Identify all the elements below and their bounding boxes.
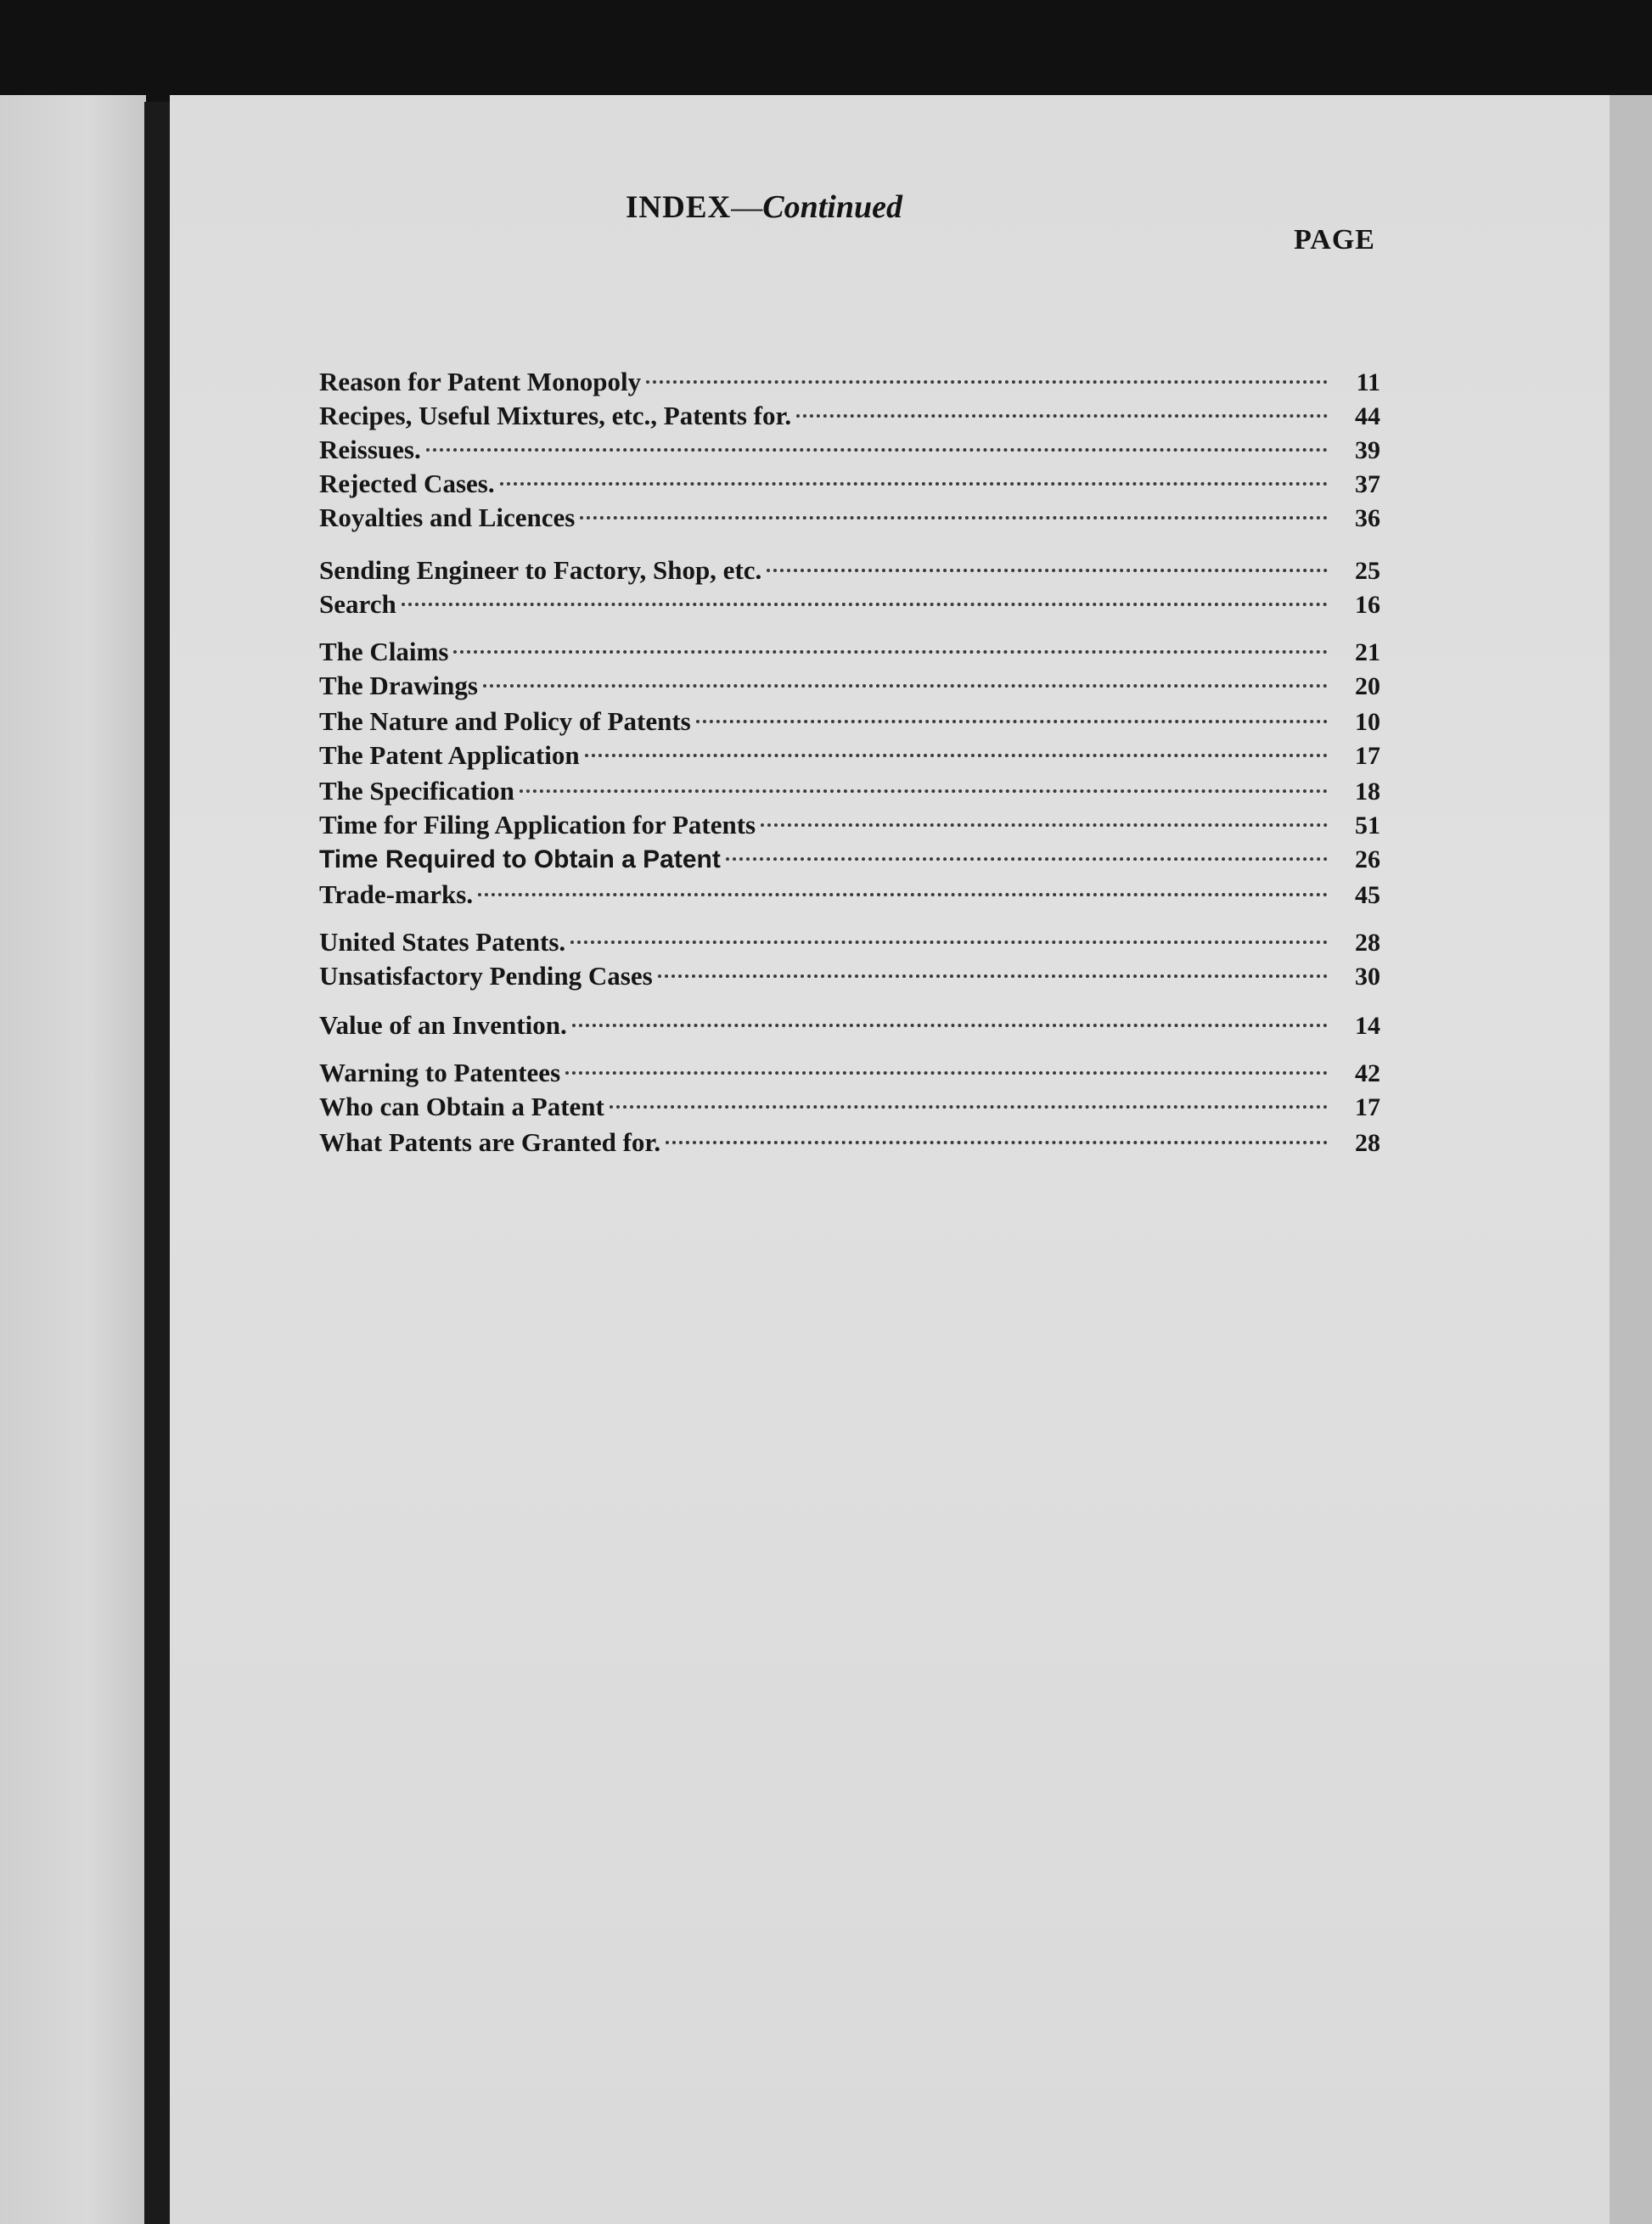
- entry-page: 17: [1355, 742, 1380, 770]
- index-entry: [319, 367, 1380, 402]
- index-entry: [319, 1058, 1380, 1093]
- heading-separator: —: [731, 190, 763, 225]
- page-right-edge: [1610, 95, 1652, 2224]
- index-entry: [319, 555, 1380, 591]
- entry-page: 11: [1356, 368, 1380, 396]
- heading-main: INDEX: [626, 190, 732, 225]
- entry-label: Time for Filing Application for Patents: [319, 810, 756, 840]
- page-column-label: PAGE: [1294, 224, 1375, 256]
- dot-leader: [696, 720, 1328, 723]
- entry-page: 10: [1355, 708, 1380, 736]
- entry-label: Recipes, Useful Mixtures, etc., Patents for.: [319, 401, 792, 430]
- entry-page: 45: [1355, 881, 1380, 909]
- entry-page: 36: [1355, 504, 1380, 532]
- index-entry: [319, 740, 1380, 776]
- index-heading: [509, 188, 1019, 239]
- entry-page: 28: [1355, 1129, 1380, 1157]
- entry-page: 28: [1355, 929, 1380, 957]
- dot-leader: [402, 603, 1328, 606]
- dot-leader: [767, 569, 1328, 572]
- index-entry: [319, 1010, 1380, 1046]
- dot-leader: [585, 754, 1328, 757]
- entry-label: Reason for Patent Monopoly: [319, 367, 642, 396]
- index-entry: [319, 435, 1380, 470]
- entry-page: 39: [1355, 436, 1380, 464]
- entry-page: 16: [1355, 591, 1380, 619]
- index-entry: [319, 671, 1380, 706]
- entry-label: Time Required to Obtain a Patent: [319, 845, 721, 873]
- index-entry: [319, 503, 1380, 538]
- dot-leader: [610, 1105, 1328, 1109]
- dot-leader: [520, 789, 1328, 793]
- entry-page: 30: [1355, 963, 1380, 991]
- index-entry: [319, 845, 1380, 881]
- index-entry: [319, 637, 1380, 672]
- dot-leader: [500, 482, 1328, 486]
- entry-label: Who can Obtain a Patent: [319, 1092, 604, 1121]
- entry-label: What Patents are Granted for.: [319, 1127, 661, 1157]
- dot-leader: [658, 974, 1328, 978]
- entry-label: Sending Engineer to Factory, Shop, etc.: [319, 555, 762, 585]
- dot-leader: [478, 893, 1328, 896]
- entry-label: Rejected Cases.: [319, 469, 495, 498]
- index-entry: [319, 469, 1380, 504]
- entry-page: 37: [1355, 470, 1380, 498]
- entry-page: 18: [1355, 778, 1380, 806]
- entry-page: 51: [1355, 812, 1380, 840]
- entry-label: The Drawings: [319, 671, 478, 700]
- dot-leader: [572, 1024, 1328, 1027]
- facing-page-edge: [0, 95, 146, 2224]
- dot-leader: [666, 1141, 1328, 1144]
- entry-label: Reissues.: [319, 435, 421, 464]
- entry-page: 21: [1355, 638, 1380, 666]
- index-entry: [319, 401, 1380, 436]
- index-entry: [319, 927, 1380, 963]
- index-entry: [319, 1127, 1380, 1163]
- index-entry: [319, 776, 1380, 812]
- dot-leader: [453, 650, 1328, 654]
- entry-page: 17: [1355, 1093, 1380, 1121]
- index-entry: [319, 706, 1380, 742]
- entry-label: Royalties and Licences: [319, 503, 576, 532]
- entry-page: 26: [1355, 845, 1380, 873]
- entry-page: 25: [1355, 557, 1380, 585]
- entry-page: 14: [1355, 1012, 1380, 1040]
- entry-page: 42: [1355, 1059, 1380, 1087]
- dot-leader: [580, 516, 1328, 519]
- entry-label: Unsatisfactory Pending Cases: [319, 961, 653, 991]
- entry-label: The Patent Application: [319, 740, 580, 770]
- dot-leader: [426, 448, 1328, 452]
- entry-label: The Claims: [319, 637, 449, 666]
- entry-label: The Nature and Policy of Patents: [319, 706, 691, 736]
- entry-label: Value of an Invention.: [319, 1010, 567, 1040]
- index-entry: [319, 1092, 1380, 1127]
- entry-label: Search: [319, 589, 396, 619]
- entry-label: The Specification: [319, 776, 514, 806]
- entry-page: 20: [1355, 672, 1380, 700]
- dot-leader: [761, 823, 1328, 827]
- entry-page: 44: [1355, 402, 1380, 430]
- dot-leader: [646, 380, 1328, 384]
- dot-leader: [565, 1071, 1328, 1075]
- heading-continued: Continued: [762, 189, 902, 225]
- dot-leader: [726, 857, 1328, 861]
- index-entry: [319, 810, 1380, 845]
- dot-leader: [483, 684, 1328, 688]
- book-gutter: [144, 102, 170, 2224]
- entry-label: Warning to Patentees: [319, 1058, 561, 1087]
- index-entry: [319, 589, 1380, 625]
- index-entry: [319, 961, 1380, 997]
- dot-leader: [570, 941, 1328, 944]
- entry-label: United States Patents.: [319, 927, 566, 957]
- index-entry: [319, 879, 1380, 915]
- dot-leader: [796, 414, 1328, 418]
- entry-label: Trade-marks.: [319, 879, 474, 909]
